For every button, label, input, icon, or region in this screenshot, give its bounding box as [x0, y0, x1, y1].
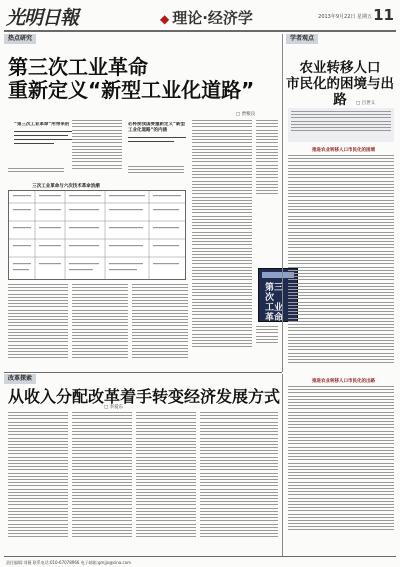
masthead [0, 0, 400, 30]
main-headline-line1: 第三次工业革命 [8, 55, 148, 79]
book-cover-title: 第三 次 工业 革命 [265, 283, 284, 323]
right-subheading-2: 推进农业转移人口市民化的出路 [312, 379, 375, 384]
bottom-author: □ 李爱东 [104, 405, 124, 410]
text-column-3a [128, 166, 184, 178]
bottom-text-col-3 [136, 412, 196, 554]
right-abstract-box [288, 108, 394, 142]
section-title-text: 理论·经济学 [172, 9, 253, 27]
right-headline [284, 60, 396, 108]
page-number: 11 [373, 6, 394, 24]
pull-quote-1: “第三次工业革命”所带来的 [14, 122, 72, 162]
right-headline-line1: 农业转移人口 [299, 60, 381, 76]
main-headline-line2: 重新定义“新型工业化道路” [8, 78, 255, 102]
pull-quote-2: 必将使我国要重新定义“新型工业化道路”的内涵 [128, 122, 186, 162]
text-column-lower-1 [8, 284, 68, 370]
text-column-lower-2 [72, 284, 128, 370]
section-tag-scholar-view: 学者观点 [286, 34, 318, 44]
text-column-middle-2 [256, 120, 278, 260]
section-rule-bottom [4, 372, 282, 373]
right-text-column-2 [288, 386, 394, 554]
issue-date: 2013年9月22日 星期五 [318, 14, 372, 20]
section-tag-reform: 改革探索 [4, 374, 36, 384]
main-headline [8, 56, 268, 102]
section-tag-hot-research: 热点研究 [4, 34, 36, 44]
bottom-headline: 从收入分配改革着手转变经济发展方式 [8, 387, 281, 406]
footer-rule [4, 556, 396, 557]
bottom-text-col-4 [200, 412, 278, 554]
column-divider-bottom [282, 374, 283, 556]
right-text-column-1 [288, 155, 394, 370]
bottom-text-col-2 [72, 412, 132, 554]
revolution-table [8, 190, 186, 280]
right-headline-line2: 市民化的困境与出路 [286, 76, 394, 108]
table-title: 三次工业革命与六次技术革命浪潮 [32, 184, 100, 189]
right-subheading-1: 推进农业转移人口市民化的困境 [312, 148, 375, 153]
text-column-middle [192, 120, 252, 370]
main-author: □ 贾根良 [236, 112, 256, 117]
section-title [160, 7, 253, 28]
masthead-rule [4, 30, 396, 32]
footer: 责任编辑:刘薇 联系电话:010-67078966 电子邮箱:gmjjx@sina.com [6, 560, 132, 565]
column-divider [282, 34, 283, 372]
diamond-icon: ◆ [160, 12, 170, 26]
bottom-text-col-1 [8, 412, 68, 554]
text-column-lower-3 [132, 284, 188, 370]
newspaper-logo: 光明日報 [6, 7, 79, 29]
table-grid [9, 191, 185, 279]
text-column-2 [72, 120, 122, 178]
text-column-1a [8, 168, 64, 178]
right-author: □ 吕世义 [356, 101, 376, 106]
book-caption [256, 326, 278, 370]
